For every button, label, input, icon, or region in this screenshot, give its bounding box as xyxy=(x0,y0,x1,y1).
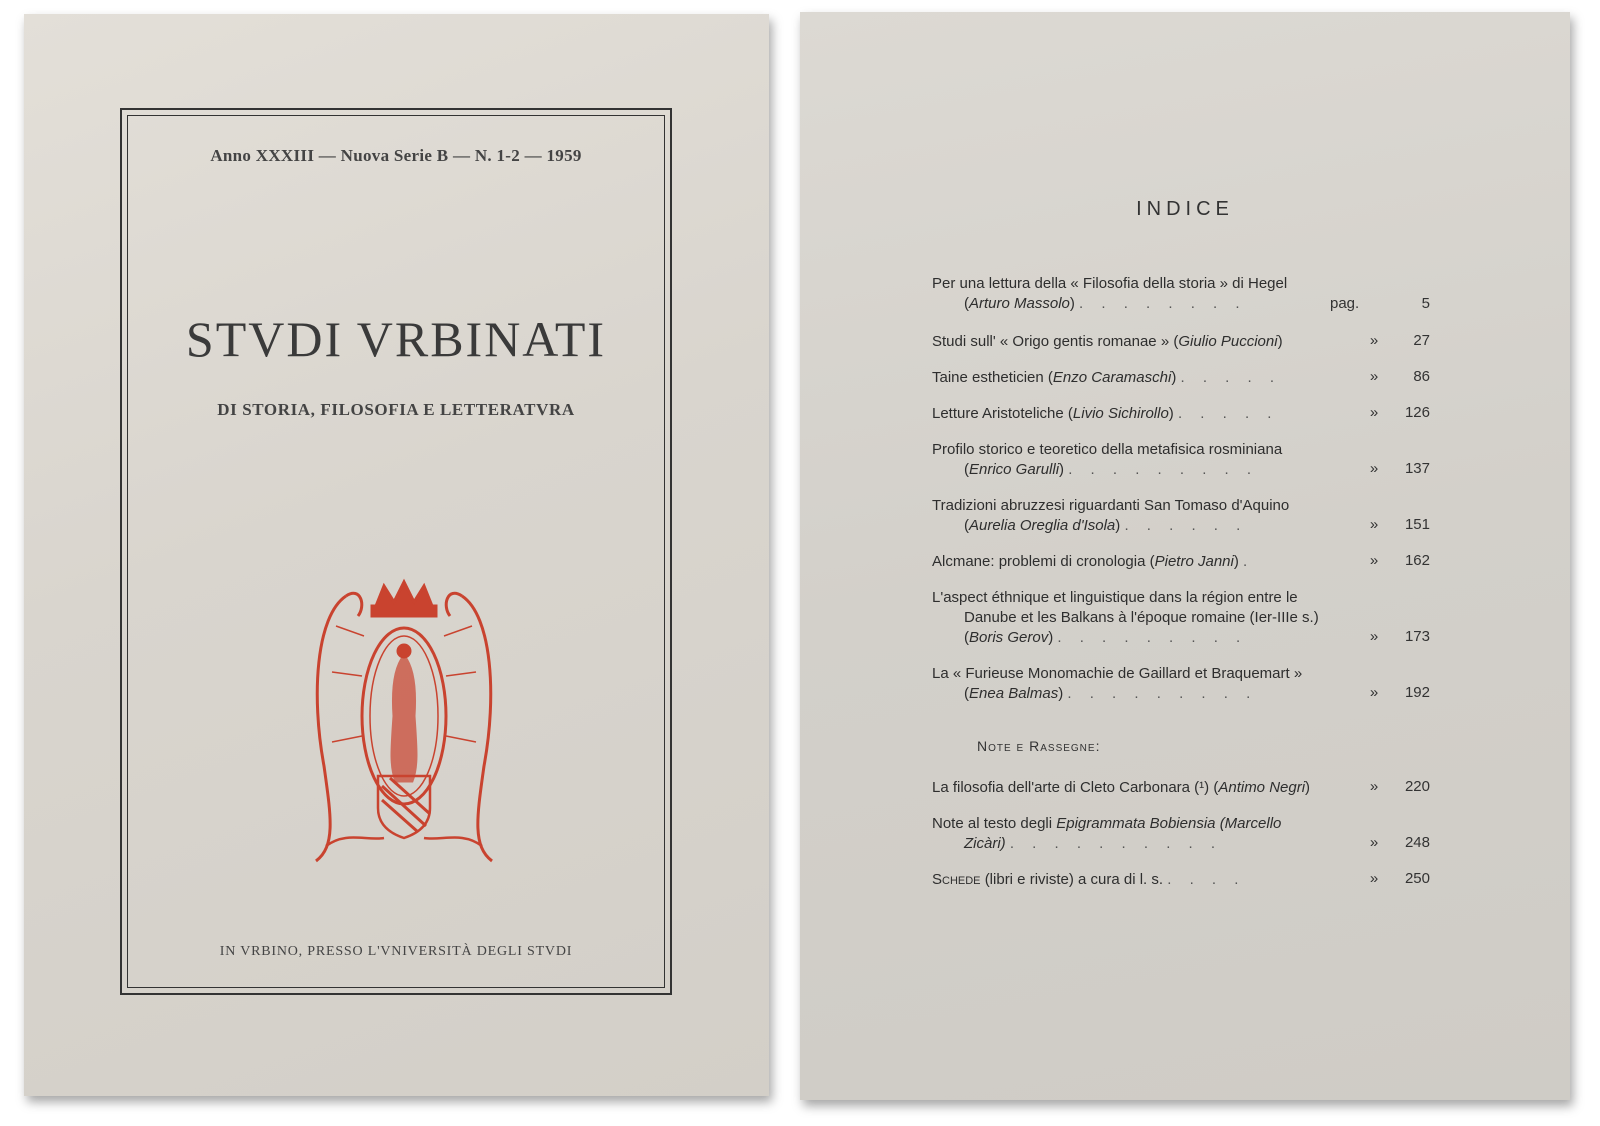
entry-page: 250 xyxy=(1404,870,1430,887)
entry-page: 126 xyxy=(1404,404,1430,421)
entry-page: 192 xyxy=(1404,684,1430,701)
entry-title: Alcmane: problemi di cronologia xyxy=(932,553,1146,570)
entry-page: 220 xyxy=(1404,778,1430,795)
university-emblem-icon xyxy=(306,576,502,871)
index-entry: Note al testo degli Epigrammata Bobiensia (Marcello Zicàri) . . . . . . . . . . xyxy=(932,815,1282,852)
ditto-mark: » xyxy=(1369,552,1379,569)
index-entry: La filosofia dell'arte di Cleto Carbonara (¹) (Antimo Negri) xyxy=(932,779,1311,796)
entry-author: Livio Sichirollo xyxy=(1072,405,1169,422)
entry-author: Giulio Puccioni xyxy=(1178,333,1278,350)
ditto-mark: » xyxy=(1369,684,1379,701)
entry-page: 151 xyxy=(1404,516,1430,533)
entry-title: Tradizioni abruzzesi riguardanti San Tomaso d'Aquino xyxy=(932,497,1290,514)
journal-cover xyxy=(24,14,769,1096)
journal-title: STVDI VRBINATI xyxy=(185,311,607,367)
page-prefix: pag. xyxy=(1330,295,1360,312)
publisher-line: IN VRBINO, PRESSO L'VNIVERSITÀ DEGLI STVDI xyxy=(219,944,573,959)
entry-page: 137 xyxy=(1404,460,1430,477)
entry-page: 173 xyxy=(1404,628,1430,645)
journal-subtitle: DI STORIA, FILOSOFIA E LETTERATVRA xyxy=(217,400,575,419)
entry-title: Taine estheticien xyxy=(932,369,1044,386)
index-entry: Per una lettura della « Filosofia della storia » di Hegel (Arturo Massolo) . . . . . . . . xyxy=(932,275,1288,312)
index-entry: L'aspect éthnique et linguistique dans la région entre le Danube et les Balkans à l'époque romaine (Ier-IIIe s.) (Boris Gerov) . . . . . . . . . xyxy=(932,588,1384,648)
ditto-mark: » xyxy=(1369,834,1379,851)
entry-author: Enzo Caramaschi xyxy=(1052,369,1172,386)
entry-title: Letture Aristoteliche xyxy=(932,405,1064,422)
index-entry: Letture Aristoteliche (Livio Sichirollo) . . . . . xyxy=(932,405,1279,422)
index-page xyxy=(800,12,1570,1100)
index-entry: La « Furieuse Monomachie de Gaillard et Braquemart » (Enea Balmas) . . . . . . . . . xyxy=(932,665,1303,702)
ditto-mark: » xyxy=(1369,628,1379,645)
entry-page: 86 xyxy=(1413,368,1430,385)
entry-title-cont: Danube et les Balkans à l'époque romaine (Ier-IIIe s.) xyxy=(964,609,1319,626)
entry-author: Enrico Garulli xyxy=(969,461,1060,478)
entry-author: Antimo Negri xyxy=(1218,779,1306,796)
entry-page: 248 xyxy=(1404,834,1430,851)
ditto-mark: » xyxy=(1369,404,1379,421)
entry-author: Aurelia Oreglia d'Isola xyxy=(969,517,1116,534)
index-entry: Tradizioni abruzzesi riguardanti San Tomaso d'Aquino (Aurelia Oreglia d'Isola) . . . . . . xyxy=(932,497,1290,534)
entry-title: La « Furieuse Monomachie de Gaillard et Braquemart » xyxy=(932,665,1303,682)
entry-page: 162 xyxy=(1404,552,1430,569)
ditto-mark: » xyxy=(1369,332,1379,349)
ditto-mark: » xyxy=(1369,368,1379,385)
entry-title-italic: Epigrammata Bobiensia xyxy=(1056,815,1216,832)
ditto-mark: » xyxy=(1369,460,1379,477)
ditto-mark: » xyxy=(1369,516,1379,533)
entry-title: Note al testo degli xyxy=(932,815,1053,832)
entry-author: Enea Balmas xyxy=(969,685,1059,702)
entry-author: Pietro Janni xyxy=(1154,553,1234,570)
entry-title: Per una lettura della « Filosofia della storia » di Hegel xyxy=(932,275,1288,292)
entry-title: Schede xyxy=(932,871,981,888)
index-title: INDICE xyxy=(1136,198,1234,220)
entry-author-cont: Zicàri) xyxy=(964,835,1006,852)
entry-author: Arturo Massolo xyxy=(969,295,1070,312)
entry-title: L'aspect éthnique et linguistique dans la région entre le xyxy=(932,589,1298,606)
entry-page: 27 xyxy=(1413,332,1430,349)
entry-title: La filosofia dell'arte di Cleto Carbonara (¹) xyxy=(932,779,1210,796)
entry-author: Boris Gerov xyxy=(969,629,1049,646)
index-entry: Studi sull' « Origo gentis romanae » (Giulio Puccioni) xyxy=(932,333,1283,350)
ditto-mark: » xyxy=(1369,870,1379,887)
ditto-mark: » xyxy=(1369,778,1379,795)
notes-heading: Note e Rassegne: xyxy=(977,738,1101,754)
entry-subtitle: (libri e riviste) a cura di l. s. xyxy=(984,871,1164,888)
index-entry: Schede (libri e riviste) a cura di l. s. . . . . xyxy=(932,871,1246,888)
entry-title: Studi sull' « Origo gentis romanae » xyxy=(932,333,1170,350)
entry-author: (Marcello xyxy=(1219,815,1282,832)
issue-line: Anno XXXIII — Nuova Serie B — N. 1-2 — 1959 xyxy=(210,146,582,165)
index-entry: Profilo storico e teoretico della metafisica rosminiana (Enrico Garulli) . . . . . . . . . xyxy=(932,441,1283,478)
index-entry: Taine estheticien (Enzo Caramaschi) . . . . . xyxy=(932,369,1281,386)
index-entry: Alcmane: problemi di cronologia (Pietro Janni) . xyxy=(932,553,1255,570)
entry-title: Profilo storico e teoretico della metafisica rosminiana xyxy=(932,441,1283,458)
entry-page: 5 xyxy=(1421,295,1430,312)
